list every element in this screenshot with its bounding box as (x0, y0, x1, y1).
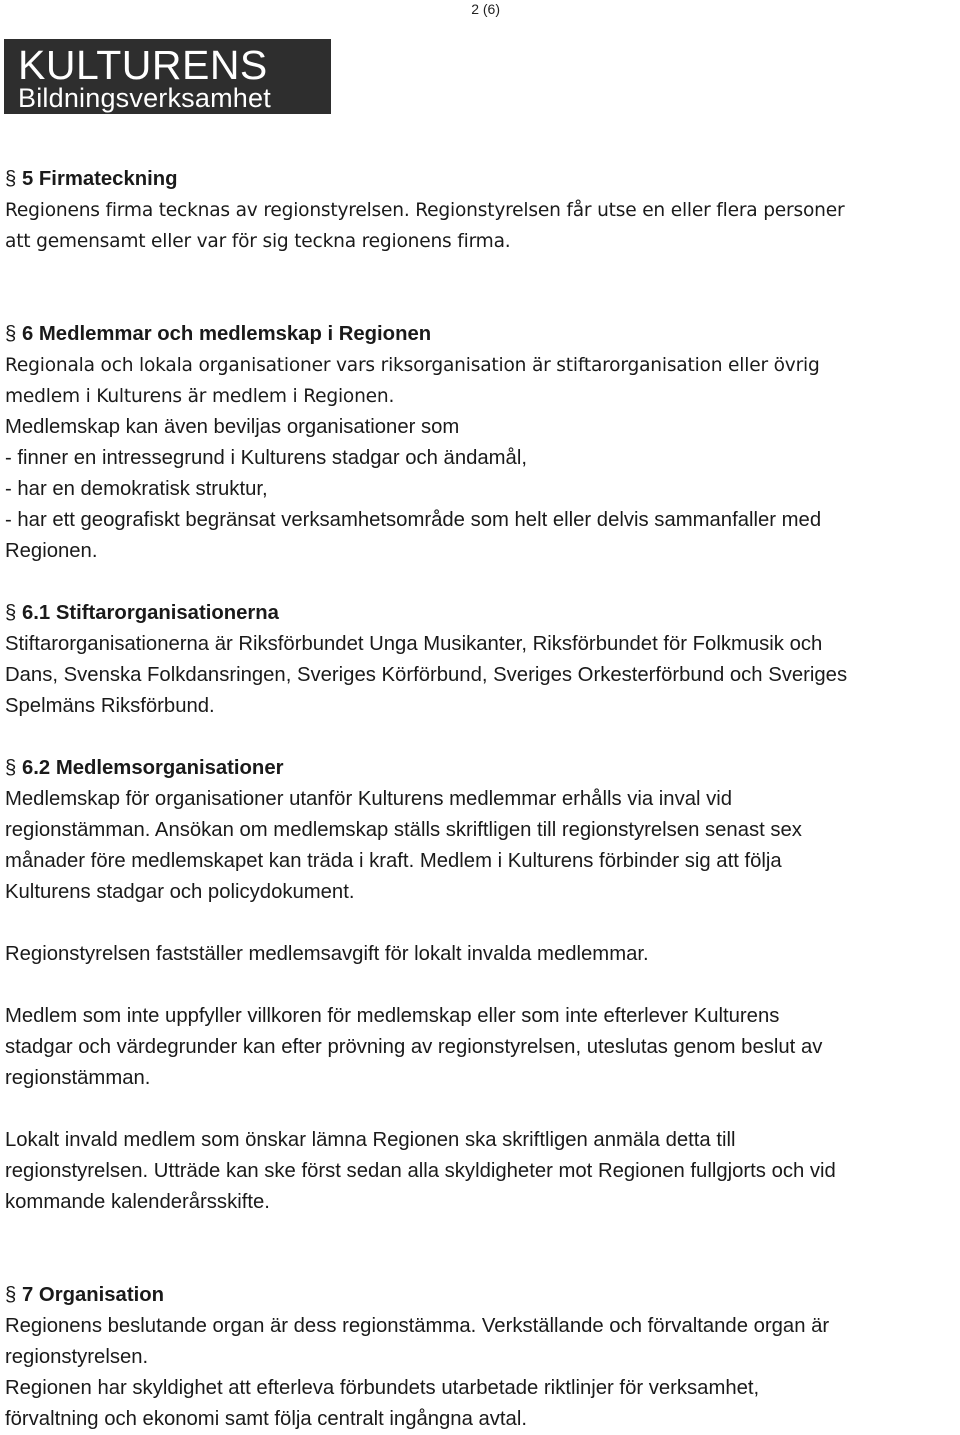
text-line: Regionala och lokala organisationer vars riksorganisation är stiftarorganisation eller övrig (5, 355, 820, 376)
text-line: Dans, Svenska Folkdansringen, Sveriges Körförbund, Sveriges Orkesterförbund och Sveriges (5, 664, 848, 686)
paragraph-sign-icon: § (5, 1284, 17, 1306)
section-heading (5, 164, 960, 195)
text-line: regionstämman. (5, 1067, 151, 1089)
text-line: Regionstyrelsen fastställer medlemsavgift för lokalt invalda medlemmar. (5, 943, 649, 965)
text-line: att gemensamt eller var för sig teckna regionens firma. (5, 231, 511, 252)
text-line: Stiftarorganisationerna är Riksförbundet Unga Musikanter, Riksförbundet för Folkmusik och (5, 633, 823, 655)
document-body (5, 164, 960, 1435)
heading-text: 5 Firmateckning (22, 168, 178, 190)
text-line: Regionen. (5, 540, 98, 562)
text-line: regionstyrelsen. (5, 1346, 149, 1368)
text-line: regionstämman. Ansökan om medlemskap ställs skriftligen till regionstyrelsen senast sex (5, 819, 802, 841)
heading-text: 7 Organisation (22, 1284, 164, 1306)
paragraph-sign-icon: § (5, 602, 17, 624)
logo-subtitle: Bildningsverksamhet (18, 83, 271, 113)
text-line: Regionens beslutande organ är dess regionstämma. Verkställande och förvaltande organ är (5, 1315, 830, 1337)
text-line: Regionens firma tecknas av regionstyrelsen. Regionstyrelsen får utse en eller flera personer (5, 200, 845, 221)
section-6 (5, 319, 960, 567)
text-line: Kulturens stadgar och policydokument. (5, 881, 355, 903)
section-heading (5, 1280, 960, 1311)
section-6-1 (5, 598, 960, 722)
section-heading (5, 598, 960, 629)
heading-text: 6.1 Stiftarorganisationerna (22, 602, 279, 624)
list-item: - finner en intressegrund i Kulturens stadgar och ändamål, (5, 447, 527, 469)
text-line: Medlemskap kan även beviljas organisationer som (5, 416, 460, 438)
text-line: stadgar och värdegrunder kan efter prövning av regionstyrelsen, uteslutas genom beslut av (5, 1036, 823, 1058)
list-item: - har ett geografiskt begränsat verksamhetsområde som helt eller delvis sammanfaller med (5, 509, 822, 531)
logo-title: KULTURENS (18, 42, 268, 88)
paragraph-sign-icon: § (5, 757, 17, 779)
heading-text: 6.2 Medlemsorganisationer (22, 757, 284, 779)
text-line: medlem i Kulturens är medlem i Regionen. (5, 386, 395, 407)
section-heading (5, 753, 960, 784)
text-line: Medlemskap för organisationer utanför Kulturens medlemmar erhålls via inval vid (5, 788, 733, 810)
section-heading (5, 319, 960, 350)
heading-text: 6 Medlemmar och medlemskap i Regionen (22, 323, 432, 345)
text-line: regionstyrelsen. Utträde kan ske först sedan alla skyldigheter mot Regionen fullgjorts och vid (5, 1160, 836, 1182)
list-item: - har en demokratisk struktur, (5, 478, 268, 500)
paragraph-sign-icon: § (5, 168, 17, 190)
text-line: månader före medlemskapet kan träda i kraft. Medlem i Kulturens förbinder sig att följa (5, 850, 782, 872)
kulturens-logo (4, 39, 331, 114)
paragraph-sign-icon: § (5, 323, 17, 345)
page-number: 2 (6) (471, 1, 500, 17)
text-line: Medlem som inte uppfyller villkoren för medlemskap eller som inte efterlever Kulturens (5, 1005, 780, 1027)
text-line: Regionen har skyldighet att efterleva förbundets utarbetade riktlinjer för verksamhet, (5, 1377, 760, 1399)
text-line: kommande kalenderårsskifte. (5, 1191, 270, 1213)
section-6-2 (5, 753, 960, 1218)
section-5 (5, 164, 960, 257)
text-line: Lokalt invald medlem som önskar lämna Regionen ska skriftligen anmäla detta till (5, 1129, 736, 1151)
text-line: Spelmäns Riksförbund. (5, 695, 215, 717)
text-line: förvaltning och ekonomi samt följa centralt ingångna avtal. (5, 1408, 527, 1430)
section-7 (5, 1280, 960, 1435)
